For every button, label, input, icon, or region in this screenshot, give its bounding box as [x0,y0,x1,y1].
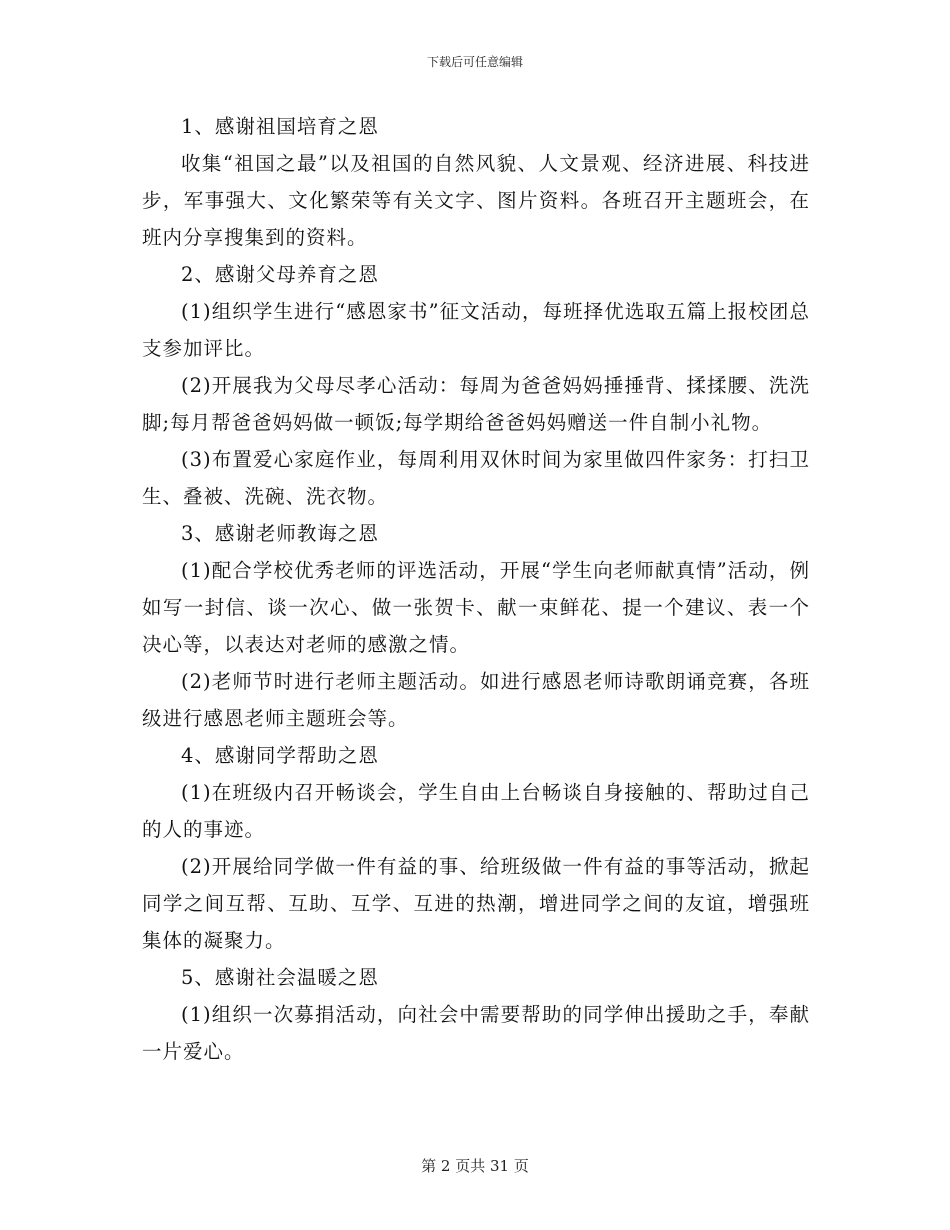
document-body [142,108,810,1070]
paragraph: (1)组织学生进行“感恩家书”征文活动，每班择优选取五篇上报校团总支参加评比。 [142,300,810,360]
paragraph: 收集“祖国之最”以及祖国的自然风貌、人文景观、经济进展、科技进步，军事强大、文化繁荣等有关文字、图片资料。各班召开主题班会，在班内分享搜集到的资料。 [142,152,810,249]
paragraph: (2)开展给同学做一件有益的事、给班级做一件有益的事等活动，掀起同学之间互帮、互助、互学、互进的热潮，增进同学之间的友谊，增强班集体的凝聚力。 [142,855,810,952]
paragraph: (1)组织一次募捐活动，向社会中需要帮助的同学伸出援助之手，奉献一片爱心。 [142,1003,810,1063]
section-heading-1: 1、感谢祖国培育之恩 [181,115,379,138]
paragraph: (2)开展我为父母尽孝心活动：每周为爸爸妈妈捶捶背、揉揉腰、洗洗脚;每月帮爸爸妈妈做一顿饭;每学期给爸爸妈妈赠送一件自制小礼物。 [142,374,810,434]
section-heading-4: 4、感谢同学帮助之恩 [181,744,379,767]
page-header: 下载后可任意编辑 [426,55,523,69]
paragraph: (1)在班级内召开畅谈会，学生自由上台畅谈自身接触的、帮助过自己的人的事迹。 [142,781,810,841]
paragraph: (3)布置爱心家庭作业，每周利用双休时间为家里做四件家务：打扫卫生、叠被、洗碗、洗衣物。 [142,448,810,508]
page-footer: 第 2 页共 31 页 [421,1157,529,1175]
paragraph: (2)老师节时进行老师主题活动。如进行感恩老师诗歌朗诵竞赛，各班级进行感恩老师主题班会等。 [142,670,810,730]
section-heading-3: 3、感谢老师教诲之恩 [181,522,379,545]
paragraph: (1)配合学校优秀老师的评选活动，开展“学生向老师献真情”活动，例如写一封信、谈一次心、做一张贺卡、献一束鲜花、提一个建议、表一个决心等，以表达对老师的感激之情。 [142,559,810,656]
section-heading-5: 5、感谢社会温暖之恩 [181,966,379,989]
section-heading-2: 2、感谢父母养育之恩 [181,263,379,286]
